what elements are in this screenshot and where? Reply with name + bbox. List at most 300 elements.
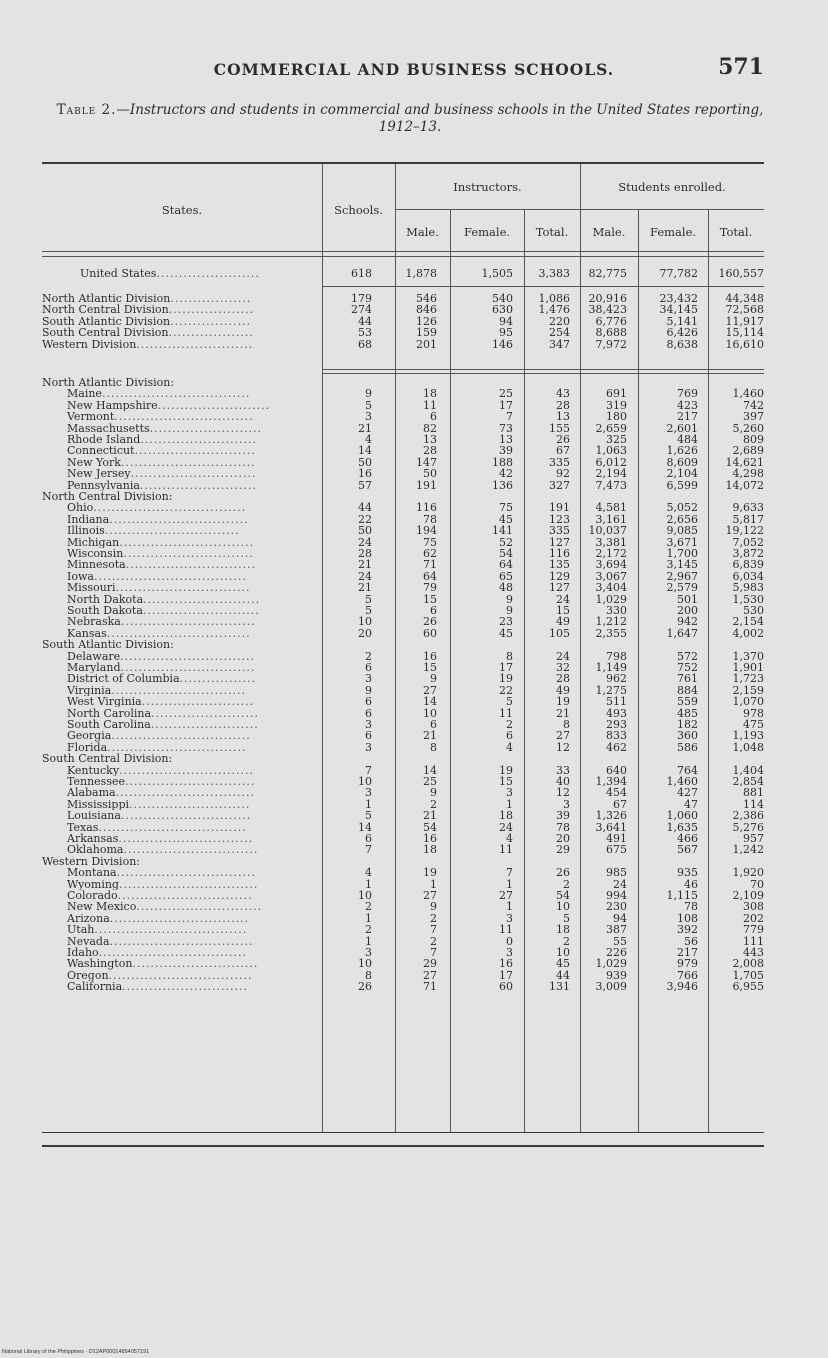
leader-dots: .......................... <box>140 434 258 446</box>
leader-dots: .................. <box>170 293 252 305</box>
state-row-i-male: 6 <box>430 604 437 617</box>
group-heading: South Atlantic Division: <box>42 639 174 651</box>
state-row-s-total: 70 <box>750 877 764 891</box>
us-total-s-male: 82,775 <box>588 267 627 280</box>
state-row-name <box>67 628 316 639</box>
state-row-s-female: 485 <box>677 706 698 720</box>
state-row-i-female: 73 <box>499 421 513 435</box>
state-row-schools: 28 <box>358 547 372 560</box>
leader-dots: ............................... <box>107 741 247 754</box>
state-row-s-total: 14,621 <box>725 455 764 469</box>
state-row-i-total: 28 <box>556 398 570 412</box>
state-row-schools: 3 <box>365 718 372 731</box>
state-row-i-male: 75 <box>423 535 437 549</box>
row-label: Mississippi <box>67 798 129 811</box>
state-row-i-female: 27 <box>499 889 513 902</box>
state-row-name <box>67 833 316 844</box>
state-row-i-total: 2 <box>563 877 570 891</box>
row-label: New Mexico <box>67 901 137 913</box>
state-row-name <box>67 582 316 593</box>
state-row-s-total: 4,002 <box>732 626 764 640</box>
state-row-s-male: 939 <box>606 968 627 982</box>
state-row-s-total: 3,872 <box>732 547 764 560</box>
state-row-s-male: 640 <box>606 763 627 777</box>
row-label: Kansas <box>67 627 107 640</box>
leader-dots: ............................... <box>109 513 249 526</box>
state-row-name <box>67 514 316 525</box>
row-label: Wyoming <box>67 878 119 890</box>
state-row-s-total: 111 <box>743 934 764 948</box>
state-row-name <box>67 799 316 810</box>
state-row-i-total: 123 <box>549 512 570 526</box>
state-row-schools: 3 <box>365 410 372 424</box>
state-row-i-male: 9 <box>430 786 437 800</box>
division-row-s-female: 23,432 <box>659 292 698 305</box>
state-row-s-male: 2,194 <box>595 467 627 481</box>
state-row-s-female: 392 <box>677 923 698 937</box>
state-row-schools: 7 <box>365 763 372 777</box>
leader-dots: ............................. <box>124 776 256 788</box>
leader-dots: ......................... <box>141 696 255 708</box>
state-row-i-male: 13 <box>423 433 437 446</box>
state-row-i-male: 21 <box>423 809 437 823</box>
group-heading: North Atlantic Division: <box>42 377 175 389</box>
state-row-i-total: 15 <box>556 604 570 617</box>
state-row-name <box>67 502 316 513</box>
state-row-schools: 2 <box>365 649 372 663</box>
leader-dots: ................. <box>179 673 257 685</box>
state-row-i-male: 29 <box>423 957 437 971</box>
division-row-s-total: 72,568 <box>725 303 764 317</box>
state-row-s-female: 108 <box>677 911 698 925</box>
state-row-s-male: 3,694 <box>595 558 627 572</box>
state-row-s-total: 114 <box>743 797 764 811</box>
group-heading: North Central Division: <box>42 491 173 503</box>
row-label: North Carolina <box>67 707 152 719</box>
state-row-s-total: 978 <box>743 706 764 720</box>
division-row-s-male: 8,688 <box>595 326 627 340</box>
state-row-s-total: 2,159 <box>732 683 764 697</box>
state-row-s-male: 3,404 <box>595 581 627 595</box>
row-label: Ohio <box>67 502 94 514</box>
row-label: Florida <box>67 741 108 754</box>
state-row-s-female: 466 <box>677 832 698 845</box>
us-total-s-female: 77,782 <box>659 267 698 280</box>
state-row-s-female: 2,579 <box>666 581 698 595</box>
state-row-schools: 5 <box>365 592 372 606</box>
row-label: Nevada <box>67 935 110 947</box>
leader-dots: ............................. <box>123 548 254 560</box>
state-row-s-male: 7,473 <box>595 478 627 492</box>
state-row-s-male: 319 <box>606 398 627 412</box>
state-row-i-total: 191 <box>549 501 570 515</box>
state-row-name <box>67 445 316 456</box>
us-total-rule <box>322 286 764 287</box>
state-row-s-total: 1,530 <box>732 592 764 606</box>
state-row-schools: 14 <box>358 820 372 834</box>
state-row-s-male: 675 <box>606 843 627 857</box>
state-row-schools: 16 <box>358 467 372 481</box>
state-row-i-female: 65 <box>499 569 513 583</box>
header-bottom-rule <box>42 251 764 252</box>
page-number: 571 <box>718 54 764 80</box>
row-label: Nebraska <box>67 616 121 628</box>
row-label: Maryland <box>67 662 121 674</box>
state-row-i-male: 11 <box>423 398 437 412</box>
state-row-i-female: 3 <box>506 786 513 800</box>
state-row-s-female: 2,967 <box>666 569 698 583</box>
state-row-name <box>67 787 316 798</box>
row-label: Georgia <box>67 730 112 742</box>
division-row-s-female: 6,426 <box>666 326 698 340</box>
state-row-i-female: 0 <box>506 934 513 948</box>
state-row-schools: 5 <box>365 604 372 617</box>
row-label: Indiana <box>67 513 110 526</box>
row-label: Pennsylvania <box>67 479 140 491</box>
divisions-rule-2 <box>322 373 764 374</box>
state-row-i-male: 26 <box>423 615 437 629</box>
division-row-schools: 179 <box>351 292 372 305</box>
state-row-name <box>67 571 316 582</box>
division-row-s-total: 44,348 <box>725 292 764 305</box>
row-label: Maine <box>67 388 102 400</box>
state-row-i-female: 24 <box>499 820 513 834</box>
leader-dots: ........................ <box>150 719 259 731</box>
row-label: Vermont <box>67 411 115 423</box>
row-label: Alabama <box>67 787 116 799</box>
state-row-i-total: 92 <box>556 467 570 481</box>
leader-dots: ....................... <box>156 268 260 280</box>
state-row-name <box>67 822 316 833</box>
row-label: Montana <box>67 867 117 879</box>
leader-dots: ................................ <box>106 627 251 640</box>
state-row-s-total: 2,854 <box>732 775 764 788</box>
row-label: Kentucky <box>67 764 120 776</box>
state-row-i-total: 8 <box>563 718 570 731</box>
state-row-i-female: 11 <box>499 706 513 720</box>
division-row-i-total: 347 <box>549 337 570 351</box>
state-row-s-female: 6,599 <box>666 478 698 492</box>
division-row-i-total: 254 <box>549 326 570 340</box>
state-row-i-male: 14 <box>423 695 437 709</box>
header-schools: Schools. <box>334 203 383 217</box>
library-credit: National Library of the Philippines · D12AP00014854057191 <box>2 1349 150 1355</box>
division-row-i-total: 220 <box>549 314 570 328</box>
row-label: Washington <box>67 958 133 970</box>
leader-dots: ........................... <box>129 798 251 811</box>
state-row-s-total: 1,193 <box>732 729 764 743</box>
row-label: Oklahoma <box>67 844 124 856</box>
state-row-s-male: 493 <box>606 706 627 720</box>
state-row-s-female: 752 <box>677 661 698 674</box>
state-row-s-female: 572 <box>677 649 698 663</box>
state-row-s-female: 8,609 <box>666 455 698 469</box>
state-row-s-male: 1,275 <box>595 683 627 697</box>
division-row-s-male: 7,972 <box>595 337 627 351</box>
state-row-schools: 6 <box>365 832 372 845</box>
state-row-name <box>67 616 316 627</box>
state-row-s-total: 7,052 <box>732 535 764 549</box>
division-row-i-female: 94 <box>499 314 513 328</box>
us-total-s-total: 160,557 <box>718 267 764 280</box>
division-row-s-total: 11,917 <box>725 314 764 328</box>
row-label: Tennessee <box>67 776 125 788</box>
leader-dots: ............................... <box>116 867 256 879</box>
state-row-schools: 6 <box>365 729 372 743</box>
state-row-s-total: 881 <box>743 786 764 800</box>
state-row-name <box>67 685 316 696</box>
leader-dots: ................... <box>168 304 255 316</box>
state-row-s-female: 884 <box>677 683 698 697</box>
state-row-i-total: 10 <box>556 900 570 914</box>
leader-dots: .......................... <box>142 605 260 617</box>
state-row-s-female: 9,085 <box>666 524 698 538</box>
state-row-i-female: 64 <box>499 558 513 572</box>
state-row-i-total: 105 <box>549 626 570 640</box>
division-row-name <box>42 293 316 304</box>
state-row-schools: 21 <box>358 558 372 572</box>
state-row-s-total: 957 <box>743 832 764 845</box>
leader-dots: .............................. <box>120 456 256 469</box>
state-row-i-female: 16 <box>499 957 513 971</box>
leader-dots: ............................ <box>132 958 259 970</box>
state-row-s-male: 2,172 <box>595 547 627 560</box>
header-instructors-total: Total. <box>535 225 569 239</box>
foot-rule <box>42 1145 764 1147</box>
state-row-i-female: 2 <box>506 718 513 731</box>
state-row-schools: 10 <box>358 615 372 629</box>
leader-dots: .............................. <box>120 650 256 662</box>
state-row-i-male: 62 <box>423 547 437 560</box>
state-row-i-total: 39 <box>556 809 570 823</box>
state-row-name <box>67 947 316 958</box>
state-row-i-male: 116 <box>416 501 437 515</box>
division-row-name <box>42 304 316 315</box>
state-row-name <box>67 765 316 776</box>
state-row-i-total: 28 <box>556 672 570 686</box>
state-row-s-male: 3,381 <box>595 535 627 549</box>
state-row-name <box>67 981 316 992</box>
state-row-name <box>67 696 316 707</box>
state-row-s-female: 1,700 <box>666 547 698 560</box>
state-row-i-total: 26 <box>556 866 570 880</box>
state-row-name <box>67 901 316 912</box>
state-row-name <box>67 662 316 673</box>
state-row-s-total: 1,723 <box>732 672 764 686</box>
state-row-i-total: 44 <box>556 968 570 982</box>
header-states: States. <box>161 203 203 217</box>
state-row-schools: 6 <box>365 695 372 709</box>
header-instructors-male: Male. <box>406 225 439 239</box>
state-row-i-total: 21 <box>556 706 570 720</box>
state-row-name <box>67 958 316 969</box>
state-row-i-female: 19 <box>499 763 513 777</box>
division-row-i-male: 546 <box>416 292 437 305</box>
header-instructors-female: Female. <box>463 225 511 239</box>
leader-dots: .................. <box>170 315 252 328</box>
state-row-i-total: 67 <box>556 444 570 458</box>
state-row-s-male: 1,029 <box>595 957 627 971</box>
leader-dots: .............................. <box>120 616 256 628</box>
col-divider-instructors <box>395 164 396 1132</box>
leader-dots: .......................... <box>136 338 254 350</box>
state-row-name <box>67 423 316 434</box>
caption-text: —Instructors and students in commercial and business schools in the United States reporting, 1912–13. <box>116 102 764 135</box>
state-row-s-female: 3,145 <box>666 558 698 572</box>
state-row-i-female: 9 <box>506 604 513 617</box>
row-label: Delaware <box>67 650 121 662</box>
state-row-i-male: 147 <box>416 455 437 469</box>
division-row-i-female: 540 <box>492 292 513 305</box>
row-label: South Atlantic Division <box>42 315 171 328</box>
state-row-i-total: 3 <box>563 797 570 811</box>
us-total-i-male: 1,878 <box>405 267 437 280</box>
state-row-s-total: 9,633 <box>732 501 764 515</box>
state-row-schools: 4 <box>365 433 372 446</box>
state-row-schools: 10 <box>358 775 372 788</box>
state-row-s-total: 5,276 <box>732 820 764 834</box>
state-row-i-total: 43 <box>556 387 570 401</box>
state-row-s-female: 1,115 <box>666 889 698 902</box>
state-row-i-total: 49 <box>556 683 570 697</box>
state-row-i-male: 71 <box>423 980 437 994</box>
state-row-i-total: 33 <box>556 763 570 777</box>
state-row-s-total: 742 <box>743 398 764 412</box>
row-label: North Dakota <box>67 593 144 605</box>
state-row-i-total: 116 <box>549 547 570 560</box>
leader-dots: ............................... <box>109 912 250 925</box>
state-row-name <box>67 730 316 741</box>
state-row-s-total: 1,242 <box>732 843 764 857</box>
state-row-i-total: 131 <box>549 980 570 994</box>
state-row-i-female: 188 <box>492 455 513 469</box>
state-row-s-male: 6,012 <box>595 455 627 469</box>
state-row-i-total: 24 <box>556 592 570 606</box>
state-row-s-male: 180 <box>606 410 627 424</box>
state-row-s-male: 833 <box>606 729 627 743</box>
row-label: Rhode Island <box>67 434 141 446</box>
state-row-i-total: 12 <box>556 786 570 800</box>
state-row-name <box>67 480 316 491</box>
division-row-i-total: 1,476 <box>538 303 570 317</box>
state-row-s-female: 769 <box>677 387 698 401</box>
state-row-i-female: 9 <box>506 592 513 606</box>
state-row-schools: 2 <box>365 900 372 914</box>
state-row-i-total: 335 <box>549 455 570 469</box>
division-row-i-male: 126 <box>416 314 437 328</box>
state-row-s-male: 691 <box>606 387 627 401</box>
state-row-schools: 26 <box>358 980 372 994</box>
leader-dots: ............................ <box>130 468 257 480</box>
state-row-i-male: 50 <box>423 467 437 481</box>
state-row-i-male: 18 <box>423 843 437 857</box>
running-title: COMMERCIAL AND BUSINESS SCHOOLS. <box>213 60 615 79</box>
row-label: Connecticut <box>67 445 135 457</box>
state-row-s-female: 3,671 <box>666 535 698 549</box>
leader-dots: .............................. <box>111 684 247 697</box>
state-row-i-female: 13 <box>499 433 513 446</box>
state-row-s-female: 1,460 <box>666 775 698 788</box>
state-row-s-male: 1,029 <box>595 592 627 606</box>
state-row-i-total: 32 <box>556 661 570 674</box>
state-row-i-male: 7 <box>430 946 437 959</box>
state-row-i-male: 9 <box>430 900 437 914</box>
state-row-i-male: 6 <box>430 410 437 424</box>
state-row-schools: 3 <box>365 672 372 686</box>
state-row-i-total: 29 <box>556 843 570 857</box>
row-label: Texas <box>67 821 99 833</box>
state-row-s-female: 5,052 <box>666 501 698 515</box>
state-row-i-male: 79 <box>423 581 437 595</box>
state-row-s-male: 1,326 <box>595 809 627 823</box>
state-row-name <box>67 468 316 479</box>
state-row-s-total: 1,920 <box>732 866 764 880</box>
state-row-s-male: 462 <box>606 740 627 754</box>
state-row-i-female: 45 <box>499 626 513 640</box>
state-row-name <box>67 776 316 787</box>
state-row-s-total: 5,983 <box>732 581 764 595</box>
state-row-name <box>67 537 316 548</box>
state-row-i-female: 45 <box>499 512 513 526</box>
state-row-s-total: 5,260 <box>732 421 764 435</box>
state-row-i-male: 1 <box>430 877 437 891</box>
state-row-schools: 4 <box>365 866 372 880</box>
row-label: Massachusetts <box>67 422 150 434</box>
state-row-i-male: 194 <box>416 524 437 538</box>
row-label: North Atlantic Division <box>42 293 171 305</box>
state-row-schools: 1 <box>365 797 372 811</box>
state-row-i-female: 7 <box>506 866 513 880</box>
state-row-i-female: 3 <box>506 946 513 959</box>
state-row-s-total: 1,404 <box>732 763 764 777</box>
state-row-s-female: 3,946 <box>666 980 698 994</box>
division-row-schools: 44 <box>358 314 372 328</box>
leader-dots: .............................. <box>120 662 256 674</box>
leader-dots: ........................... <box>134 445 256 457</box>
state-row-i-total: 45 <box>556 957 570 971</box>
group-heading: South Central Division: <box>42 753 173 765</box>
state-row-s-total: 2,386 <box>732 809 764 823</box>
state-row-s-male: 454 <box>606 786 627 800</box>
state-row-i-female: 17 <box>499 661 513 674</box>
state-row-i-male: 15 <box>423 661 437 674</box>
division-row-s-female: 5,141 <box>666 314 698 328</box>
state-row-s-female: 501 <box>677 592 698 606</box>
division-row-i-female: 95 <box>499 326 513 340</box>
leader-dots: ............................. <box>125 559 257 571</box>
state-row-s-male: 511 <box>606 695 627 709</box>
leader-dots: .............................. <box>119 764 254 776</box>
state-row-schools: 9 <box>365 387 372 401</box>
row-label: Colorado <box>67 890 118 902</box>
row-label: California <box>67 981 123 993</box>
state-row-name <box>67 673 316 684</box>
state-row-name <box>67 844 316 855</box>
state-row-s-total: 6,839 <box>732 558 764 572</box>
state-row-schools: 3 <box>365 740 372 754</box>
state-row-schools: 50 <box>358 455 372 469</box>
state-row-i-female: 25 <box>499 387 513 401</box>
state-row-schools: 44 <box>358 501 372 515</box>
state-row-name <box>67 936 316 947</box>
division-row-i-total: 1,086 <box>538 292 570 305</box>
state-row-name <box>67 924 316 935</box>
state-row-i-male: 54 <box>423 820 437 834</box>
state-row-i-male: 19 <box>423 866 437 880</box>
row-label: New York <box>67 456 121 469</box>
state-row-s-male: 387 <box>606 923 627 937</box>
state-row-i-female: 4 <box>506 740 513 754</box>
